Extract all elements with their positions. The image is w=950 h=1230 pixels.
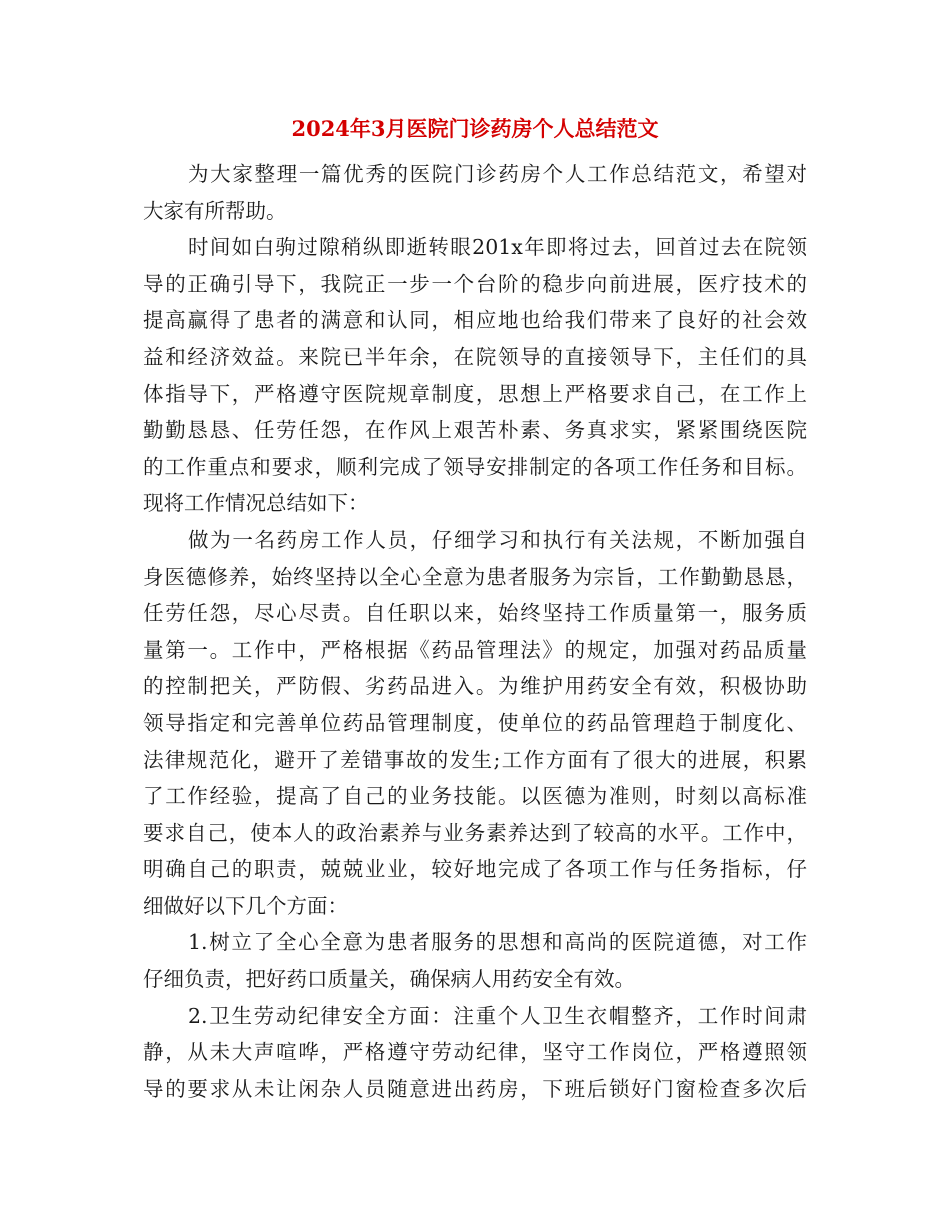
text-line: 量第一。工作中，严格根据《药品管理法》的规定，加强对药品质量 [143,637,807,662]
text-line: 为大家整理一篇优秀的医院门诊药房个人工作总结范文，希望对 [188,162,807,186]
text-line: 身医德修养，始终坚持以全心全意为患者服务为宗旨，工作勤勤恳恳， [143,564,807,589]
text-line: 2.卫生劳动纪律安全方面：注重个人卫生衣帽整齐，工作时间肃 [188,1003,807,1028]
paragraph-duties [143,522,807,925]
text-line: 的控制把关，严防假、劣药品进入。为维护用药安全有效，积极协助 [143,674,807,699]
text-line: 明确自己的职责，兢兢业业，较好地完成了各项工作与任务指标，仔 [143,857,807,882]
text-line: 任劳任怨，尽心尽责。自任职以来，始终坚持工作质量第一，服务质 [143,601,807,626]
text-line: 了工作经验，提高了自己的业务技能。以医德为准则，时刻以高标准 [143,784,807,809]
text-line: 细做好以下几个方面： [143,893,348,918]
text-line: 大家有所帮助。 [143,198,287,223]
text-line: 导的要求从未让闲杂人员随意进出药房，下班后锁好门窗检查多次后 [143,1076,807,1101]
text-line: 要求自己，使本人的政治素养与业务素养达到了较高的水平。工作中， [143,820,807,845]
text-line: 做为一名药房工作人员，仔细学习和执行有关法规，不断加强自 [188,527,807,552]
text-line: 仔细负责，把好药口质量关，确保病人用药安全有效。 [143,967,635,992]
paragraph-item-2 [143,998,807,1108]
text-line: 勤勤恳恳、任劳任怨，在作风上艰苦朴素、务真求实，紧紧围绕医院 [143,418,807,443]
paragraph-review [143,229,807,522]
text-line: 时间如白驹过隙稍纵即逝转眼201x年即将过去，回首过去在院领 [188,235,807,260]
text-line: 导的正确引导下，我院正一步一个台阶的稳步向前进展，医疗技术的 [143,271,807,296]
text-line: 1.树立了全心全意为患者服务的思想和高尚的医院道德，对工作 [188,930,807,955]
text-line: 体指导下，严格遵守医院规章制度，思想上严格要求自己，在工作上 [143,381,807,406]
text-line: 益和经济效益。来院已半年余，在院领导的直接领导下，主任们的具 [143,344,807,369]
paragraph-intro [143,156,807,229]
text-line: 法律规范化，避开了差错事故的发生;工作方面有了很大的进展，积累 [143,747,807,772]
document-body [143,156,807,1107]
text-line: 领导指定和完善单位药品管理制度，使单位的药品管理趋于制度化、 [143,710,807,735]
text-line: 静，从未大声喧哗，严格遵守劳动纪律，坚守工作岗位，严格遵照领 [143,1040,807,1065]
document-title: 2024年3月医院门诊药房个人总结范文 [291,116,659,141]
paragraph-item-1 [143,924,807,997]
text-line: 现将工作情况总结如下： [143,491,369,516]
text-line: 的工作重点和要求，顺利完成了领导安排制定的各项工作任务和目标。 [143,454,807,479]
text-line: 提高赢得了患者的满意和认同，相应地也给我们带来了良好的社会效 [143,308,807,333]
